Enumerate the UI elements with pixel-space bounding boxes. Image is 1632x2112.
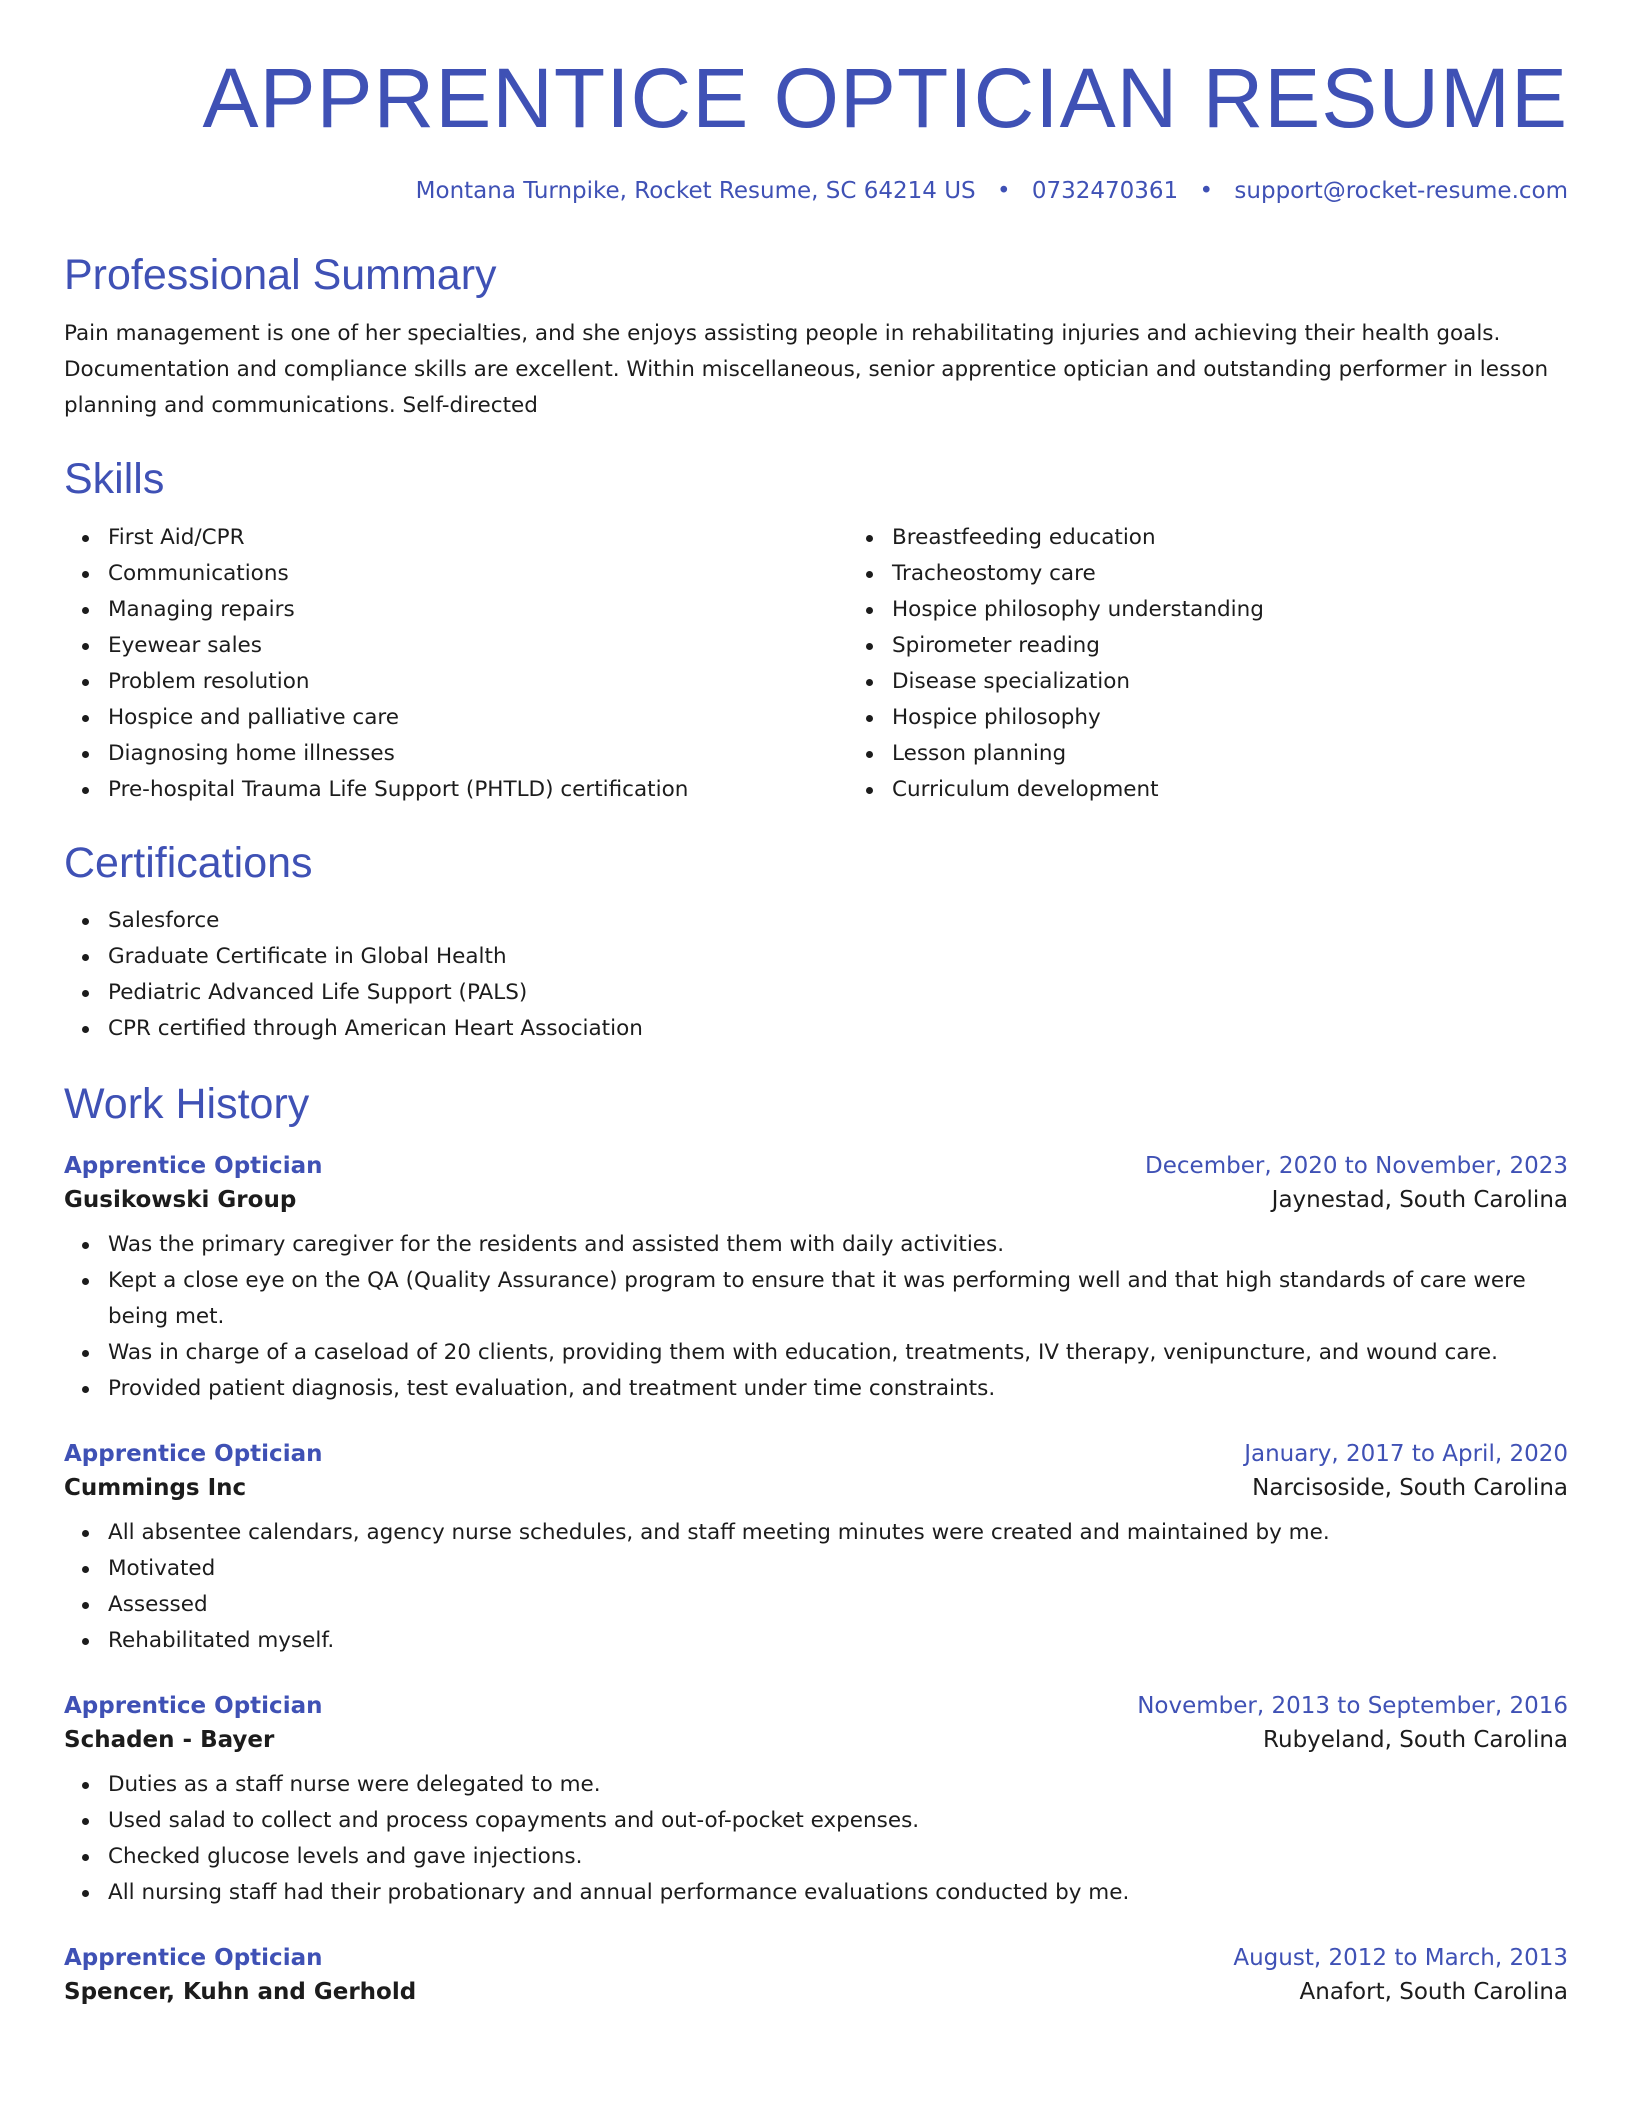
contact-address: Montana Turnpike, Rocket Resume, SC 64214 US	[415, 178, 976, 205]
job-duties	[64, 1767, 1568, 1911]
job-entry	[64, 1441, 1568, 1659]
job-location: Jaynestad, South Carolina	[1271, 1186, 1568, 1213]
skill-item: Diagnosing home illnesses	[108, 736, 848, 772]
skill-item: Eyewear sales	[108, 628, 848, 664]
job-location: Anafort, South Carolina	[1299, 1978, 1568, 2005]
summary-heading: Professional Summary	[64, 251, 497, 300]
job-location: Narcisoside, South Carolina	[1252, 1474, 1568, 1501]
job-dates: August, 2012 to March, 2013	[1233, 1944, 1568, 1971]
skill-item: Disease specialization	[892, 664, 1632, 700]
skill-item: Breastfeeding education	[892, 520, 1632, 556]
job-company: Spencer, Kuhn and Gerhold	[64, 1978, 417, 2005]
job-duty: Was in charge of a caseload of 20 clients, providing them with education, treatments, IV therapy, venipuncture, and wound care.	[108, 1335, 1568, 1371]
resume-title: APPRENTICE OPTICIAN RESUME	[202, 51, 1568, 145]
skill-item: Lesson planning	[892, 736, 1632, 772]
job-duty: Assessed	[108, 1587, 1568, 1623]
job-entry	[64, 1693, 1568, 1911]
skills-list-left	[64, 520, 848, 808]
contact-separator: •	[1199, 178, 1214, 205]
skills-heading: Skills	[64, 454, 165, 503]
job-entry	[64, 1153, 1568, 1407]
contact-phone: 0732470361	[1031, 178, 1179, 205]
contact-line	[64, 178, 1568, 204]
job-entry	[64, 1945, 1568, 2005]
skills-section	[64, 454, 1568, 808]
job-company: Schaden - Bayer	[64, 1726, 275, 1753]
certifications-section	[64, 838, 1568, 1048]
job-dates: January, 2017 to April, 2020	[1244, 1440, 1568, 1467]
skill-item: Pre-hospital Trauma Life Support (PHTLD) certification	[108, 772, 848, 808]
job-company: Gusikowski Group	[64, 1186, 297, 1213]
job-duty: Was the primary caregiver for the residents and assisted them with daily activities.	[108, 1227, 1568, 1263]
work-history-section	[64, 1079, 1568, 2005]
skill-item: Tracheostomy care	[892, 556, 1632, 592]
job-duty: Motivated	[108, 1551, 1568, 1587]
job-title: Apprentice Optician	[64, 1692, 323, 1719]
skills-columns	[64, 506, 1568, 808]
job-title: Apprentice Optician	[64, 1440, 323, 1467]
skill-item: Curriculum development	[892, 772, 1632, 808]
job-duty: Provided patient diagnosis, test evaluation, and treatment under time constraints.	[108, 1371, 1568, 1407]
job-duty: Kept a close eye on the QA (Quality Assurance) program to ensure that it was performing well and that high standards of care were being met.	[108, 1263, 1568, 1335]
skill-item: Communications	[108, 556, 848, 592]
job-title: Apprentice Optician	[64, 1152, 323, 1179]
job-duty: All nursing staff had their probationary and annual performance evaluations conducted by me.	[108, 1875, 1568, 1911]
job-duty: Duties as a staff nurse were delegated to me.	[108, 1767, 1568, 1803]
job-duties	[64, 1515, 1568, 1659]
skill-item: Hospice philosophy understanding	[892, 592, 1632, 628]
certifications-list	[64, 903, 1568, 1047]
skill-item: Spirometer reading	[892, 628, 1632, 664]
job-duties	[64, 1227, 1568, 1407]
skill-item: First Aid/CPR	[108, 520, 848, 556]
job-location: Rubyeland, South Carolina	[1263, 1726, 1568, 1753]
skill-item: Managing repairs	[108, 592, 848, 628]
skill-item: Hospice and palliative care	[108, 700, 848, 736]
certification-item: Salesforce	[108, 903, 1568, 939]
job-duty: Checked glucose levels and gave injections.	[108, 1839, 1568, 1875]
skills-list-right	[848, 520, 1632, 808]
skill-item: Hospice philosophy	[892, 700, 1632, 736]
job-duty: Used salad to collect and process copayments and out-of-pocket expenses.	[108, 1803, 1568, 1839]
certification-item: Graduate Certificate in Global Health	[108, 939, 1568, 975]
contact-email[interactable]: support@rocket-resume.com	[1234, 178, 1568, 205]
job-duty: All absentee calendars, agency nurse schedules, and staff meeting minutes were created and maintained by me.	[108, 1515, 1568, 1551]
contact-separator: •	[996, 178, 1011, 205]
job-company: Cummings Inc	[64, 1474, 247, 1501]
certification-item: Pediatric Advanced Life Support (PALS)	[108, 975, 1568, 1011]
certifications-heading: Certifications	[64, 838, 313, 887]
certification-item: CPR certified through American Heart Association	[108, 1011, 1568, 1047]
job-title: Apprentice Optician	[64, 1944, 323, 1971]
work-history-heading: Work History	[64, 1080, 310, 1129]
job-dates: December, 2020 to November, 2023	[1145, 1152, 1568, 1179]
summary-text: Pain management is one of her specialties, and she enjoys assisting people in rehabilitating injuries and achieving their health goals. Documentation and compliance skills are excellent. Within miscellaneous, senior apprentice optician and outstanding performer in lesson planning and communications. Self-directed	[64, 320, 1549, 418]
job-duty: Rehabilitated myself.	[108, 1623, 1568, 1659]
summary-section	[64, 250, 1568, 424]
skill-item: Problem resolution	[108, 664, 848, 700]
job-dates: November, 2013 to September, 2016	[1137, 1692, 1568, 1719]
